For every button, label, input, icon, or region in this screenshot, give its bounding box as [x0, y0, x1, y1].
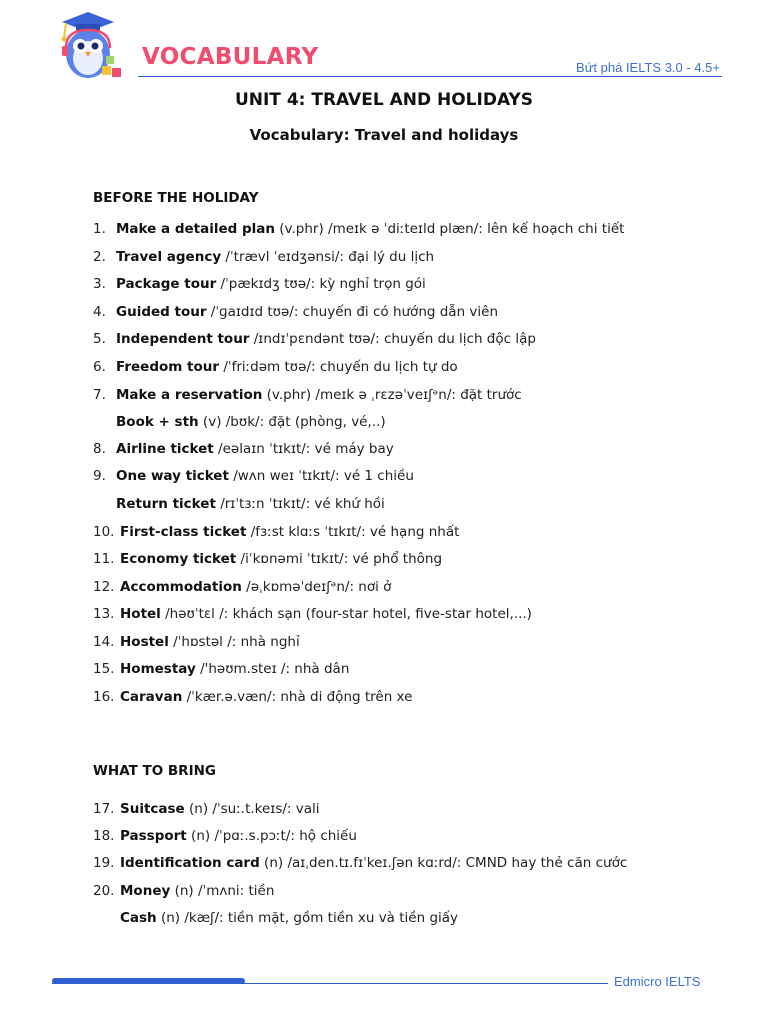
item-definition: /eəlaɪn ˈtɪkɪt/: vé máy bay	[213, 441, 394, 457]
item-definition: /ˈhɒstəl /: nhà nghỉ	[168, 634, 300, 650]
item-number: 8.	[93, 441, 106, 457]
vocab-item	[93, 689, 412, 705]
item-number: 4.	[93, 304, 106, 320]
item-number: 20.	[93, 883, 115, 899]
vocab-item	[93, 468, 414, 484]
item-term: Airline ticket	[116, 441, 214, 457]
item-term: Homestay	[120, 661, 196, 677]
section-title-before-holiday: BEFORE THE HOLIDAY	[93, 190, 259, 206]
item-term: Economy ticket	[120, 551, 237, 567]
vocab-item	[93, 579, 391, 595]
footer-brand: Edmicro IELTS	[614, 974, 701, 989]
vocab-item	[93, 249, 434, 265]
vocab-item	[93, 331, 536, 347]
item-definition: (n) /ˈpɑː.s.pɔːt/: hộ chiếu	[186, 828, 357, 844]
vocab-item	[93, 387, 522, 403]
item-definition: /ˈtrævl ˈeɪdʒənsi/: đại lý du lịch	[221, 249, 435, 265]
item-definition: (n) /ˈsuː.t.keɪs/: vali	[184, 801, 320, 817]
item-term: Identification card	[120, 855, 260, 871]
item-number: 19.	[93, 855, 115, 871]
vocab-item	[93, 496, 385, 512]
vocab-item	[93, 910, 458, 926]
vocab-item	[93, 606, 532, 622]
item-definition: /ˈfriːdəm tʊə/: chuyến du lịch tự do	[219, 359, 458, 375]
item-term: Cash	[120, 910, 157, 926]
item-term: Guided tour	[116, 304, 207, 320]
vocab-item	[93, 276, 426, 292]
item-term: Book + sth	[116, 414, 199, 430]
item-term: Independent tour	[116, 331, 250, 347]
item-definition: /'həʊm.steɪ /: nhà dân	[195, 661, 350, 677]
vocab-item	[93, 304, 498, 320]
item-number: 3.	[93, 276, 106, 292]
vocab-item	[93, 801, 320, 817]
vocab-item	[93, 661, 349, 677]
item-definition: /əˌkɒməˈdeɪʃᵊn/: nơi ở	[241, 579, 392, 595]
item-term: Travel agency	[116, 249, 222, 265]
vocab-item	[93, 551, 442, 567]
item-term: Hostel	[120, 634, 169, 650]
item-number: 12.	[93, 579, 115, 595]
item-term: Return ticket	[116, 496, 216, 512]
vocabulary-subtitle: Vocabulary: Travel and holidays	[249, 126, 519, 144]
unit-title: UNIT 4: TRAVEL AND HOLIDAYS	[234, 90, 534, 110]
vocab-item	[93, 221, 624, 237]
vocab-item	[93, 855, 627, 871]
item-definition: (n) /aɪˌden.tɪ.fɪˈkeɪ.ʃən kɑːrd/: CMND hay thẻ căn cước	[259, 855, 628, 871]
item-definition: (n) /ˈmʌni: tiền	[170, 883, 275, 899]
item-definition: /iˈkɒnəmi ˈtɪkɪt/: vé phổ thông	[236, 551, 443, 567]
item-definition: (v) /bʊk/: đặt (phòng, vé,..)	[198, 414, 386, 430]
section-title-what-to-bring: WHAT TO BRING	[93, 763, 216, 779]
item-definition: /həʊˈtɛl /: khách sạn (four-star hotel, five-star hotel,...)	[160, 606, 532, 622]
item-term: Passport	[120, 828, 187, 844]
item-number: 16.	[93, 689, 115, 705]
item-number: 15.	[93, 661, 115, 677]
vocab-item	[93, 524, 459, 540]
item-term: Money	[120, 883, 171, 899]
footer-accent-bar	[52, 978, 245, 984]
owl-mascot-logo	[52, 8, 132, 82]
vocab-item	[93, 828, 357, 844]
item-term: Make a reservation	[116, 387, 263, 403]
item-definition: (v.phr) /meɪk ə ˌrɛzəˈveɪʃᵊn/: đặt trước	[262, 387, 522, 403]
item-definition: (n) /kæʃ/: tiền mặt, gồm tiền xu và tiền giấy	[156, 910, 459, 926]
item-definition: /ɪndɪˈpɛndənt tʊə/: chuyến du lịch độc lập	[249, 331, 536, 347]
item-definition: /rɪˈtɜːn ˈtɪkɪt/: vé khứ hồi	[215, 496, 385, 512]
vocab-item	[93, 359, 458, 375]
item-number: 7.	[93, 387, 106, 403]
item-term: Make a detailed plan	[116, 221, 275, 237]
item-definition: /fɜːst klɑːs ˈtɪkɪt/: vé hạng nhất	[246, 524, 460, 540]
item-number: 6.	[93, 359, 106, 375]
item-number: 11.	[93, 551, 115, 567]
item-number: 9.	[93, 468, 106, 484]
item-term: First-class ticket	[120, 524, 247, 540]
item-number: 2.	[93, 249, 106, 265]
vocab-item	[93, 634, 300, 650]
vocab-item	[93, 883, 274, 899]
header-divider	[138, 76, 722, 77]
item-number: 10.	[93, 524, 115, 540]
item-term: Freedom tour	[116, 359, 220, 375]
brand-title: VOCABULARY	[142, 44, 319, 70]
item-number: 14.	[93, 634, 115, 650]
item-definition: /ˈpækɪdʒ tʊə/: kỳ nghỉ trọn gói	[216, 276, 426, 292]
item-definition: (v.phr) /meɪk ə ˈdiːteɪld plæn/: lên kế hoạch chi tiết	[275, 221, 625, 237]
item-number: 13.	[93, 606, 115, 622]
item-number: 1.	[93, 221, 106, 237]
item-number: 17.	[93, 801, 115, 817]
item-term: Accommodation	[120, 579, 242, 595]
page-header	[0, 0, 768, 90]
item-term: Hotel	[120, 606, 161, 622]
item-term: Caravan	[120, 689, 183, 705]
vocab-item	[93, 414, 386, 430]
item-term: Package tour	[116, 276, 217, 292]
item-term: Suitcase	[120, 801, 185, 817]
item-number: 5.	[93, 331, 106, 347]
item-definition: /ˈkær.ə.væn/: nhà di động trên xe	[182, 689, 413, 705]
course-tagline: Bứt phá IELTS 3.0 - 4.5+	[576, 60, 720, 75]
item-definition: /ˈɡaɪdɪd tʊə/: chuyến đi có hướng dẫn viên	[206, 304, 499, 320]
item-term: One way ticket	[116, 468, 229, 484]
item-definition: /wʌn weɪ ˈtɪkɪt/: vé 1 chiều	[228, 468, 414, 484]
vocab-item	[93, 441, 394, 457]
item-number: 18.	[93, 828, 115, 844]
